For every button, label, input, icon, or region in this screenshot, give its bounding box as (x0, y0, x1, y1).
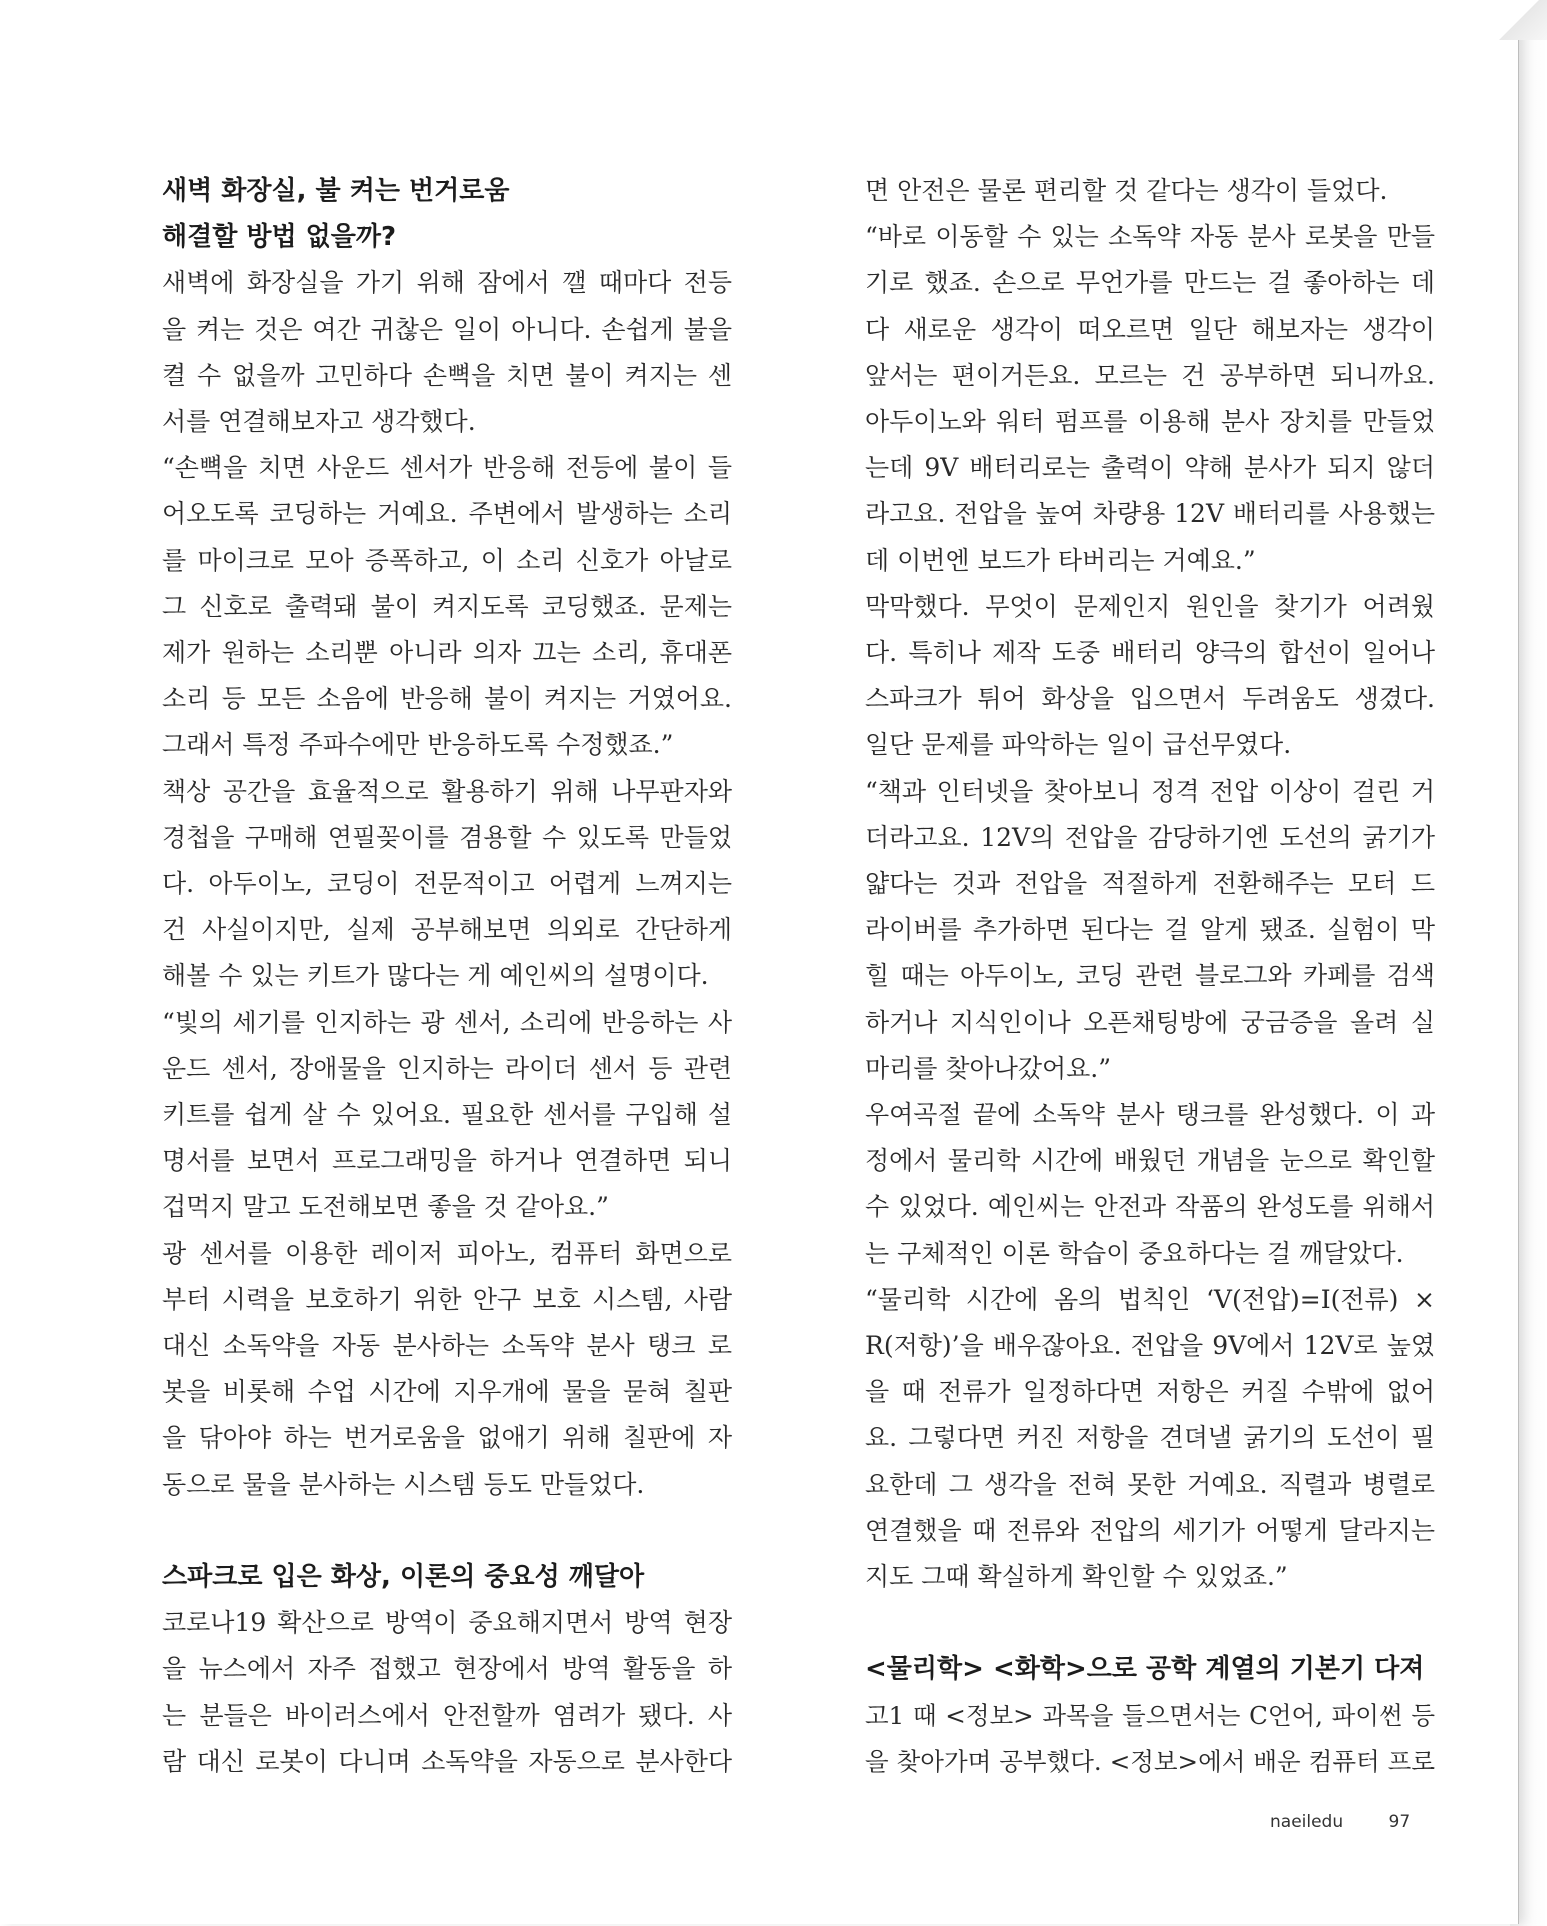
text-line: 봇을 비롯해 수업 시간에 지우개에 물을 묻혀 칠판 (162, 1377, 732, 1407)
text-line: 을 찾아가며 공부했다. <정보>에서 배운 컴퓨터 프로 (865, 1746, 1435, 1776)
text-line: 을 때 전류가 일정하다면 저항은 커질 수밖에 없어 (865, 1377, 1435, 1407)
text-line: 수 있었다. 예인씨는 안전과 작품의 완성도를 위해서 (865, 1192, 1435, 1222)
text-line: 겁먹지 말고 도전해보면 좋을 것 같아요.” (162, 1192, 609, 1222)
text-line: “책과 인터넷을 찾아보니 정격 전압 이상이 걸린 거 (865, 776, 1435, 806)
text-line: 그 신호로 출력돼 불이 켜지도록 코딩했죠. 문제는 (162, 591, 732, 621)
text-line: 는 구체적인 이론 학습이 중요하다는 걸 깨달았다. (865, 1238, 1404, 1268)
text-line: 을 닦아야 하는 번거로움을 없애기 위해 칠판에 자 (162, 1423, 732, 1453)
text-line: 소리 등 모든 소음에 반응해 불이 켜지는 거였어요. (162, 684, 732, 714)
text-line: 라고요. 전압을 높여 차량용 12V 배터리를 사용했는 (865, 499, 1435, 529)
section-heading: 해결할 방법 없을까? (162, 222, 397, 253)
text-line: 다 새로운 생각이 떠오르면 일단 해보자는 생각이 (865, 314, 1435, 344)
text-line: 기로 했죠. 손으로 무언가를 만드는 걸 좋아하는 데 (865, 268, 1435, 298)
section-heading: <물리학> <화학>으로 공학 계열의 기본기 다져 (865, 1654, 1425, 1685)
page-corner (1490, 0, 1547, 40)
text-line: 동으로 물을 분사하는 시스템 등도 만들었다. (162, 1469, 645, 1499)
text-line: 책상 공간을 효율적으로 활용하기 위해 나무판자와 (162, 776, 732, 806)
text-line: 을 켜는 것은 여간 귀찮은 일이 아니다. 손쉽게 불을 (162, 314, 732, 344)
left-column (162, 168, 732, 1785)
text-line: 다. 아두이노, 코딩이 전문적이고 어렵게 느껴지는 (162, 869, 732, 899)
text-line: 다. 특히나 제작 도중 배터리 양극의 합선이 일어나 (865, 638, 1435, 668)
page-number: 97 (1388, 1812, 1411, 1832)
text-line: 운드 센서, 장애물을 인지하는 라이더 센서 등 관련 (162, 1053, 732, 1083)
text-line: 를 마이크로 모아 증폭하고, 이 소리 신호가 아날로 (162, 545, 732, 575)
text-line: 그래서 특정 주파수에만 반응하도록 수정했죠.” (162, 730, 674, 760)
text-line: 연결했을 때 전류와 전압의 세기가 어떻게 달라지는 (865, 1515, 1435, 1545)
text-line: 어오도록 코딩하는 거예요. 주변에서 발생하는 소리 (162, 499, 732, 529)
text-line: 람 대신 로봇이 다니며 소독약을 자동으로 분사한다 (162, 1746, 732, 1776)
text-line: 건 사실이지만, 실제 공부해보면 의외로 간단하게 (162, 915, 732, 945)
text-line: 일단 문제를 파악하는 일이 급선무였다. (865, 730, 1292, 760)
text-line: 힐 때는 아두이노, 코딩 관련 블로그와 카페를 검색 (865, 961, 1435, 991)
section-spacer (865, 1600, 1435, 1646)
text-line: 요한데 그 생각을 전혀 못한 거예요. 직렬과 병렬로 (865, 1469, 1435, 1499)
text-line: 우여곡절 끝에 소독약 분사 탱크를 완성했다. 이 과 (865, 1100, 1435, 1130)
text-line: 을 뉴스에서 자주 접했고 현장에서 방역 활동을 하 (162, 1654, 732, 1684)
text-line: “바로 이동할 수 있는 소독약 자동 분사 로봇을 만들 (865, 222, 1435, 252)
text-line: 아두이노와 워터 펌프를 이용해 분사 장치를 만들었 (865, 407, 1435, 437)
page-footer (1270, 1812, 1410, 1832)
text-line: 코로나19 확산으로 방역이 중요해지면서 방역 현장 (162, 1608, 732, 1638)
section-heading: 스파크로 입은 화상, 이론의 중요성 깨달아 (162, 1561, 645, 1592)
text-line: 하거나 지식인이나 오픈채팅방에 궁금증을 올려 실 (865, 1007, 1435, 1037)
text-line: 막막했다. 무엇이 문제인지 원인을 찾기가 어려웠 (865, 591, 1435, 621)
text-line: 정에서 물리학 시간에 배웠던 개념을 눈으로 확인할 (865, 1146, 1435, 1176)
text-line: 제가 원하는 소리뿐 아니라 의자 끄는 소리, 휴대폰 (162, 638, 732, 668)
text-line: “물리학 시간에 옴의 법칙인 ‘V(전압)=I(전류) × (865, 1284, 1435, 1314)
section-heading: 새벽 화장실, 불 켜는 번거로움 (162, 176, 510, 206)
text-line: 대신 소독약을 자동 분사하는 소독약 분사 탱크 로 (162, 1331, 732, 1361)
text-line: 명서를 보면서 프로그래밍을 하거나 연결하면 되니 (162, 1146, 732, 1176)
text-line: 광 센서를 이용한 레이저 피아노, 컴퓨터 화면으로 (162, 1238, 732, 1268)
text-line: 얇다는 것과 전압을 적절하게 전환해주는 모터 드 (865, 869, 1435, 899)
text-line: 면 안전은 물론 편리할 것 같다는 생각이 들었다. (865, 176, 1388, 205)
text-line: “빛의 세기를 인지하는 광 센서, 소리에 반응하는 사 (162, 1007, 732, 1037)
text-line: 는데 9V 배터리로는 출력이 약해 분사가 되지 않더 (865, 453, 1435, 483)
text-line: 앞서는 편이거든요. 모르는 건 공부하면 되니까요. (865, 360, 1435, 390)
text-line: 마리를 찾아나갔어요.” (865, 1053, 1112, 1083)
magazine-name: naeiledu (1270, 1812, 1344, 1832)
text-line: “손뼉을 치면 사운드 센서가 반응해 전등에 불이 들 (162, 453, 732, 483)
text-line: R(저항)’을 배우잖아요. 전압을 9V에서 12V로 높였 (865, 1331, 1435, 1361)
text-line: 라이버를 추가하면 된다는 걸 알게 됐죠. 실험이 막 (865, 915, 1435, 945)
text-line: 고1 때 <정보> 과목을 들으면서는 C언어, 파이썬 등 (865, 1700, 1435, 1730)
text-line: 스파크가 튀어 화상을 입으면서 두려움도 생겼다. (865, 684, 1435, 714)
text-line: 더라고요. 12V의 전압을 감당하기엔 도선의 굵기가 (865, 822, 1435, 852)
text-line: 키트를 쉽게 살 수 있어요. 필요한 센서를 구입해 설 (162, 1100, 732, 1130)
text-line: 서를 연결해보자고 생각했다. (162, 407, 476, 437)
text-line: 데 이번엔 보드가 타버리는 거예요.” (865, 545, 1256, 575)
text-line: 요. 그렇다면 커진 저항을 견뎌낼 굵기의 도선이 필 (865, 1423, 1435, 1453)
text-line: 부터 시력을 보호하기 위한 안구 보호 시스템, 사람 (162, 1284, 732, 1314)
text-line: 경첩을 구매해 연필꽂이를 겸용할 수 있도록 만들었 (162, 822, 732, 852)
text-line: 는 분들은 바이러스에서 안전할까 염려가 됐다. 사 (162, 1700, 732, 1730)
text-line: 해볼 수 있는 키트가 많다는 게 예인씨의 설명이다. (162, 961, 709, 991)
text-line: 켤 수 없을까 고민하다 손뼉을 치면 불이 켜지는 센 (162, 360, 732, 390)
section-spacer (162, 1508, 732, 1554)
text-line: 새벽에 화장실을 가기 위해 잠에서 깰 때마다 전등 (162, 268, 732, 298)
right-column (865, 168, 1435, 1785)
text-line: 지도 그때 확실하게 확인할 수 있었죠.” (865, 1562, 1288, 1592)
